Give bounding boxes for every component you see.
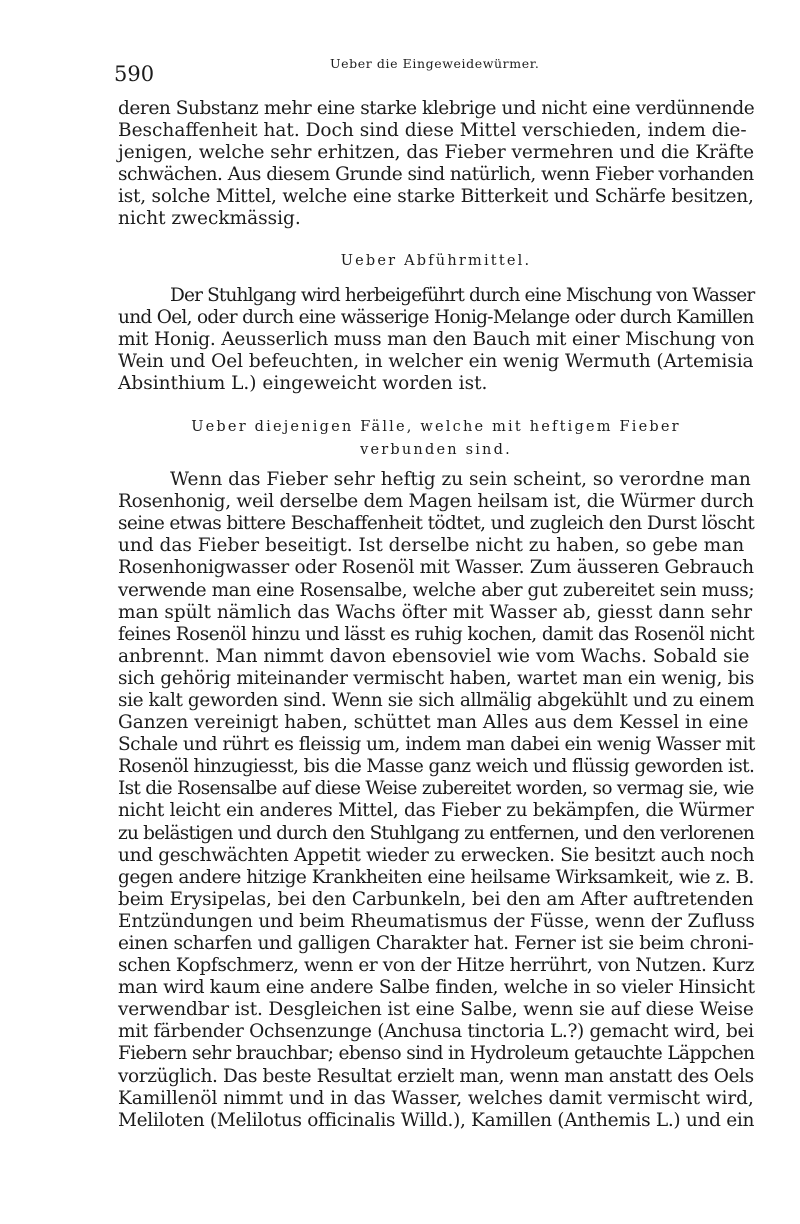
text-line: Entzündungen und beim Rheumatismus der Füsse, wenn der Zufluss bbox=[118, 910, 755, 932]
text-line: Beschaffenheit hat. Doch sind diese Mittel verschieden, indem die- bbox=[118, 120, 747, 142]
text-line: Rosenhonigwasser oder Rosenöl mit Wasser. Zum äusseren Gebrauch bbox=[118, 557, 754, 579]
text-line: Ist die Rosensalbe auf diese Weise zubereitet worden, so vermag sie, wie bbox=[118, 778, 754, 800]
paragraph-1 bbox=[118, 98, 754, 231]
text-line: und das Fieber beseitigt. Ist derselbe nicht zu haben, so gebe man bbox=[118, 535, 745, 557]
text-line: vorzüglich. Das beste Resultat erzielt man, wenn man anstatt des Oels bbox=[118, 1065, 754, 1087]
text-line: man wird kaum eine andere Salbe finden, welche in so vieler Hinsicht bbox=[118, 977, 755, 999]
text-line: jenigen, welche sehr erhitzen, das Fieber vermehren und die Kräfte bbox=[118, 142, 755, 164]
section-heading-fieber-line-1: Ueber diejenigen Fälle, welche mit heftigem Fieber bbox=[191, 419, 681, 436]
text-line: deren Substanz mehr eine starke klebrige und nicht eine verdünnende bbox=[118, 98, 755, 119]
text-line: Absinthium L.) eingeweicht worden ist. bbox=[118, 372, 488, 394]
text-line: verwende man eine Rosensalbe, welche aber gut zubereitet sein muss; bbox=[118, 579, 755, 601]
text-line: Fiebern sehr brauchbar; ebenso sind in Hydroleum getauchte Läppchen bbox=[118, 1043, 755, 1065]
page-body bbox=[118, 98, 754, 1132]
text-line: Meliloten (Melilotus officinalis Willd.), Kamillen (Anthemis L.) und ein bbox=[118, 1109, 755, 1131]
text-line: Der Stuhlgang wird herbeigeführt durch eine Mischung von Wasser bbox=[170, 284, 755, 306]
text-line: Kamillenöl nimmt und in das Wasser, welches damit vermischt wird, bbox=[118, 1087, 754, 1109]
text-line: einen scharfen und galligen Charakter hat. Ferner ist sie beim chroni- bbox=[118, 933, 754, 954]
text-line: gegen andere hitzige Krankheiten eine heilsame Wirksamkeit, wie z. B. bbox=[118, 866, 754, 888]
text-line: verwendbar ist. Desgleichen ist eine Salbe, wenn sie auf diese Weise bbox=[118, 999, 754, 1021]
text-line: nicht leicht ein anderes Mittel, das Fieber zu bekämpfen, die Würmer bbox=[118, 800, 754, 822]
page-number: 590 bbox=[114, 62, 155, 86]
text-line: feines Rosenöl hinzu und lässt es ruhig kochen, damit das Rosenöl nicht bbox=[118, 623, 755, 645]
text-line: Schale und rührt es fleissig um, indem man dabei ein wenig Wasser mit bbox=[118, 734, 755, 756]
text-line: schwächen. Aus diesem Grunde sind natürlich, wenn Fieber vorhanden bbox=[118, 164, 754, 186]
text-line: Wenn das Fieber sehr heftig zu sein scheint, so verordne man bbox=[170, 469, 751, 491]
text-line: sich gehörig miteinander vermischt haben, wartet man ein wenig, bis bbox=[118, 667, 755, 689]
text-line: Ganzen vereinigt haben, schüttet man Alles aus dem Kessel in eine bbox=[118, 712, 749, 734]
page-header bbox=[0, 48, 800, 88]
text-line: mit färbender Ochsenzunge (Anchusa tinctoria L.?) gemacht wird, bei bbox=[118, 1021, 754, 1043]
section-heading-fieber-line-2: verbunden sind. bbox=[360, 442, 512, 459]
text-line: man spült nämlich das Wachs öfter mit Wasser ab, giesst dann sehr bbox=[118, 601, 753, 623]
text-line: nicht zweckmässig. bbox=[118, 208, 301, 230]
text-line: Wein und Oel befeuchten, in welcher ein wenig Wermuth (Artemisia bbox=[118, 350, 754, 372]
text-line: Rosenöl hinzugiesst, bis die Masse ganz weich und flüssig geworden ist. bbox=[118, 756, 755, 778]
running-title: Ueber die Eingeweidewürmer. bbox=[330, 56, 540, 71]
paragraph-3 bbox=[118, 469, 754, 1132]
section-heading-abfuehrmittel: Ueber Abführmittel. bbox=[340, 252, 532, 269]
text-line: seine etwas bittere Beschaffenheit tödtet, und zugleich den Durst löscht bbox=[118, 513, 755, 535]
text-line: und Oel, oder durch eine wässerige Honig-Melange oder durch Kamillen bbox=[118, 306, 754, 328]
text-line: ist, solche Mittel, welche eine starke Bitterkeit und Schärfe besitzen, bbox=[118, 186, 754, 208]
paragraph-2 bbox=[118, 285, 754, 395]
text-line: und geschwächten Appetit wieder zu erwecken. Sie besitzt auch noch bbox=[118, 844, 755, 866]
text-line: Rosenhonig, weil derselbe dem Magen heilsam ist, die Würmer durch bbox=[118, 491, 754, 513]
text-line: mit Honig. Aeusserlich muss man den Bauch mit einer Mischung von bbox=[118, 328, 755, 350]
text-line: zu belästigen und durch den Stuhlgang zu entfernen, und den verlorenen bbox=[118, 822, 754, 844]
text-line: anbrennt. Man nimmt davon ebensoviel wie vom Wachs. Sobald sie bbox=[118, 645, 750, 667]
text-line: beim Erysipelas, bei den Carbunkeln, bei den am After auftretenden bbox=[118, 888, 754, 910]
text-line: schen Kopfschmerz, wenn er von der Hitze herrührt, von Nutzen. Kurz bbox=[118, 955, 755, 977]
text-line: sie kalt geworden sind. Wenn sie sich allmälig abgekühlt und zu einem bbox=[118, 689, 755, 711]
